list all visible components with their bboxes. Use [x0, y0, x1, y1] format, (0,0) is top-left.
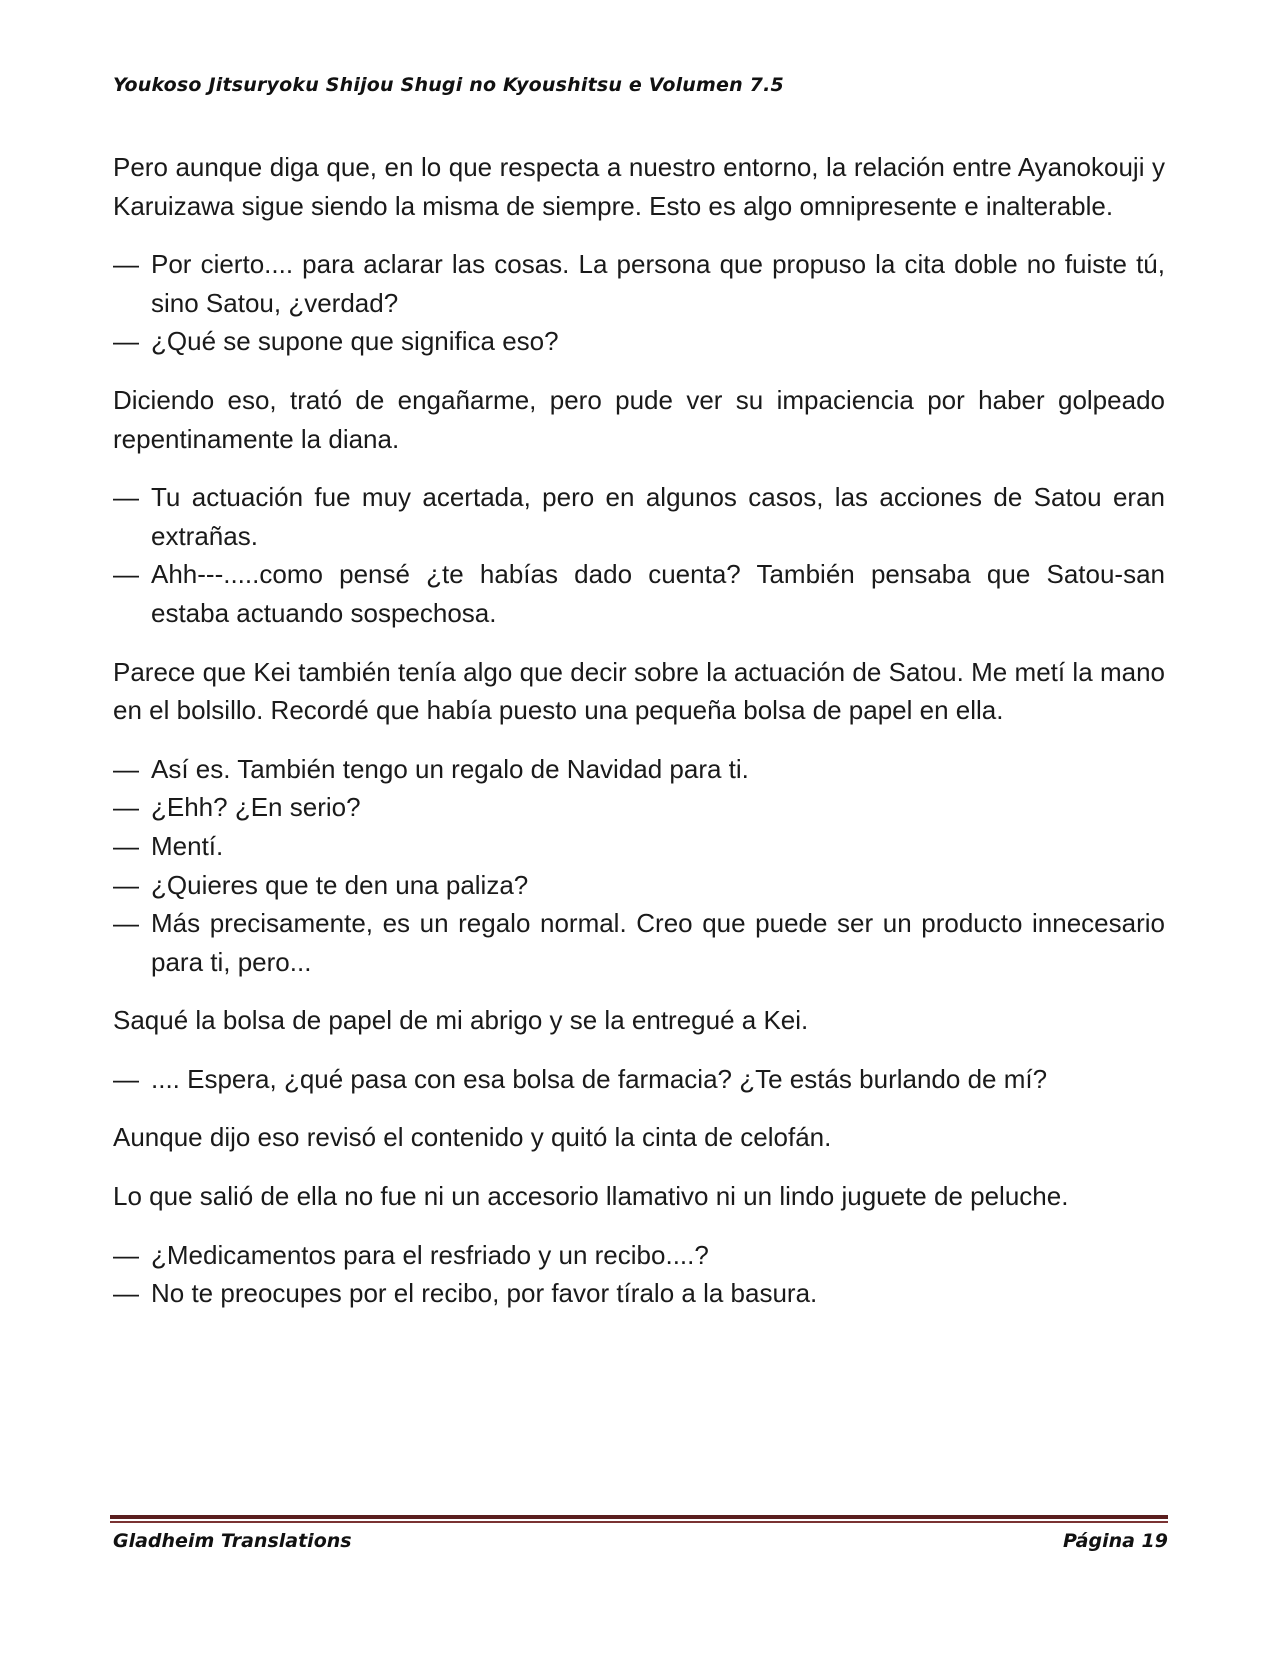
- dialogue-text: Por cierto.... para aclarar las cosas. La persona que propuso la cita doble no fuiste tú, sino Satou, ¿verdad?: [151, 249, 1165, 318]
- narration-paragraph: Pero aunque diga que, en lo que respecta a nuestro entorno, la relación entre Ayanokouji y Karuizawa sigue siendo la misma de siempre. Esto es algo omnipresente e inalterable.: [113, 152, 1165, 221]
- dialogue-line: [113, 788, 1165, 827]
- dialogue-dash: —: [113, 830, 139, 861]
- dialogue-dash: —: [113, 869, 139, 900]
- dialogue-line: [113, 1060, 1165, 1099]
- narration-paragraph: Parece que Kei también tenía algo que decir sobre la actuación de Satou. Me metí la mano en el bolsillo. Recordé que había puesto una pequeña bolsa de papel en ella.: [113, 656, 1165, 726]
- page-body: [113, 148, 1165, 1333]
- dialogue-text: No te preocupes por el recibo, por favor tíralo a la basura.: [151, 1278, 818, 1309]
- dialogue-text: ¿Medicamentos para el resfriado y un recibo....?: [151, 1239, 709, 1270]
- dialogue-text: Mentí.: [151, 830, 224, 861]
- dialogue-text: Ahh---.....como pensé ¿te habías dado cuenta? También pensaba que Satou-san estaba actuando sospechosa.: [151, 559, 1165, 628]
- narration-paragraph: Saqué la bolsa de papel de mi abrigo y se la entregué a Kei.: [113, 1005, 809, 1036]
- dialogue-dash: —: [113, 1239, 139, 1270]
- dialogue-line: [113, 322, 1165, 361]
- dialogue-dash: —: [113, 1278, 139, 1309]
- dialogue-dash: —: [113, 792, 139, 823]
- dialogue-line: [113, 750, 1165, 789]
- dialogue-text: .... Espera, ¿qué pasa con esa bolsa de farmacia? ¿Te estás burlando de mí?: [151, 1063, 1048, 1094]
- dialogue-line: [113, 1274, 1165, 1313]
- dialogue-line: [113, 866, 1165, 905]
- footer-rule: [110, 1515, 1168, 1523]
- dialogue-block: [113, 478, 1165, 632]
- dialogue-dash: —: [113, 482, 139, 513]
- dialogue-dash: —: [113, 326, 139, 357]
- running-header: Youkoso Jitsuryoku Shijou Shugi no Kyoushitsu e Volumen 7.5: [113, 74, 784, 96]
- dialogue-dash: —: [113, 249, 139, 280]
- dialogue-dash: —: [113, 1063, 139, 1094]
- dialogue-line: [113, 904, 1165, 981]
- narration-paragraph: Lo que salió de ella no fue ni un accesorio llamativo ni un lindo juguete de peluche.: [113, 1181, 1069, 1212]
- dialogue-line: [113, 245, 1165, 322]
- dialogue-text: ¿Ehh? ¿En serio?: [151, 792, 361, 823]
- dialogue-line: [113, 1236, 1165, 1275]
- dialogue-text: Tu actuación fue muy acertada, pero en algunos casos, las acciones de Satou eran extrañas.: [151, 482, 1165, 551]
- dialogue-dash: —: [113, 908, 139, 939]
- narration-paragraph: Diciendo eso, trató de engañarme, pero pude ver su impaciencia por haber golpeado repentinamente la diana.: [113, 384, 1165, 454]
- dialogue-block: [113, 245, 1165, 361]
- dialogue-block: [113, 1236, 1165, 1313]
- dialogue-block: [113, 750, 1165, 982]
- narration-paragraph: Aunque dijo eso revisó el contenido y quitó la cinta de celofán.: [113, 1122, 832, 1153]
- footer-publisher: Gladheim Translations: [113, 1530, 352, 1552]
- dialogue-text: ¿Qué se supone que significa eso?: [151, 326, 559, 357]
- dialogue-text: Más precisamente, es un regalo normal. Creo que puede ser un producto innecesario para ti, pero...: [151, 908, 1165, 977]
- footer-page-number: Página 19: [1062, 1530, 1168, 1552]
- dialogue-text: ¿Quieres que te den una paliza?: [151, 869, 529, 900]
- dialogue-line: [113, 827, 1165, 866]
- dialogue-text: Así es. También tengo un regalo de Navidad para ti.: [151, 753, 749, 784]
- dialogue-line: [113, 478, 1165, 555]
- dialogue-dash: —: [113, 559, 139, 590]
- dialogue-line: [113, 555, 1165, 632]
- dialogue-block: [113, 1060, 1165, 1099]
- dialogue-dash: —: [113, 753, 139, 784]
